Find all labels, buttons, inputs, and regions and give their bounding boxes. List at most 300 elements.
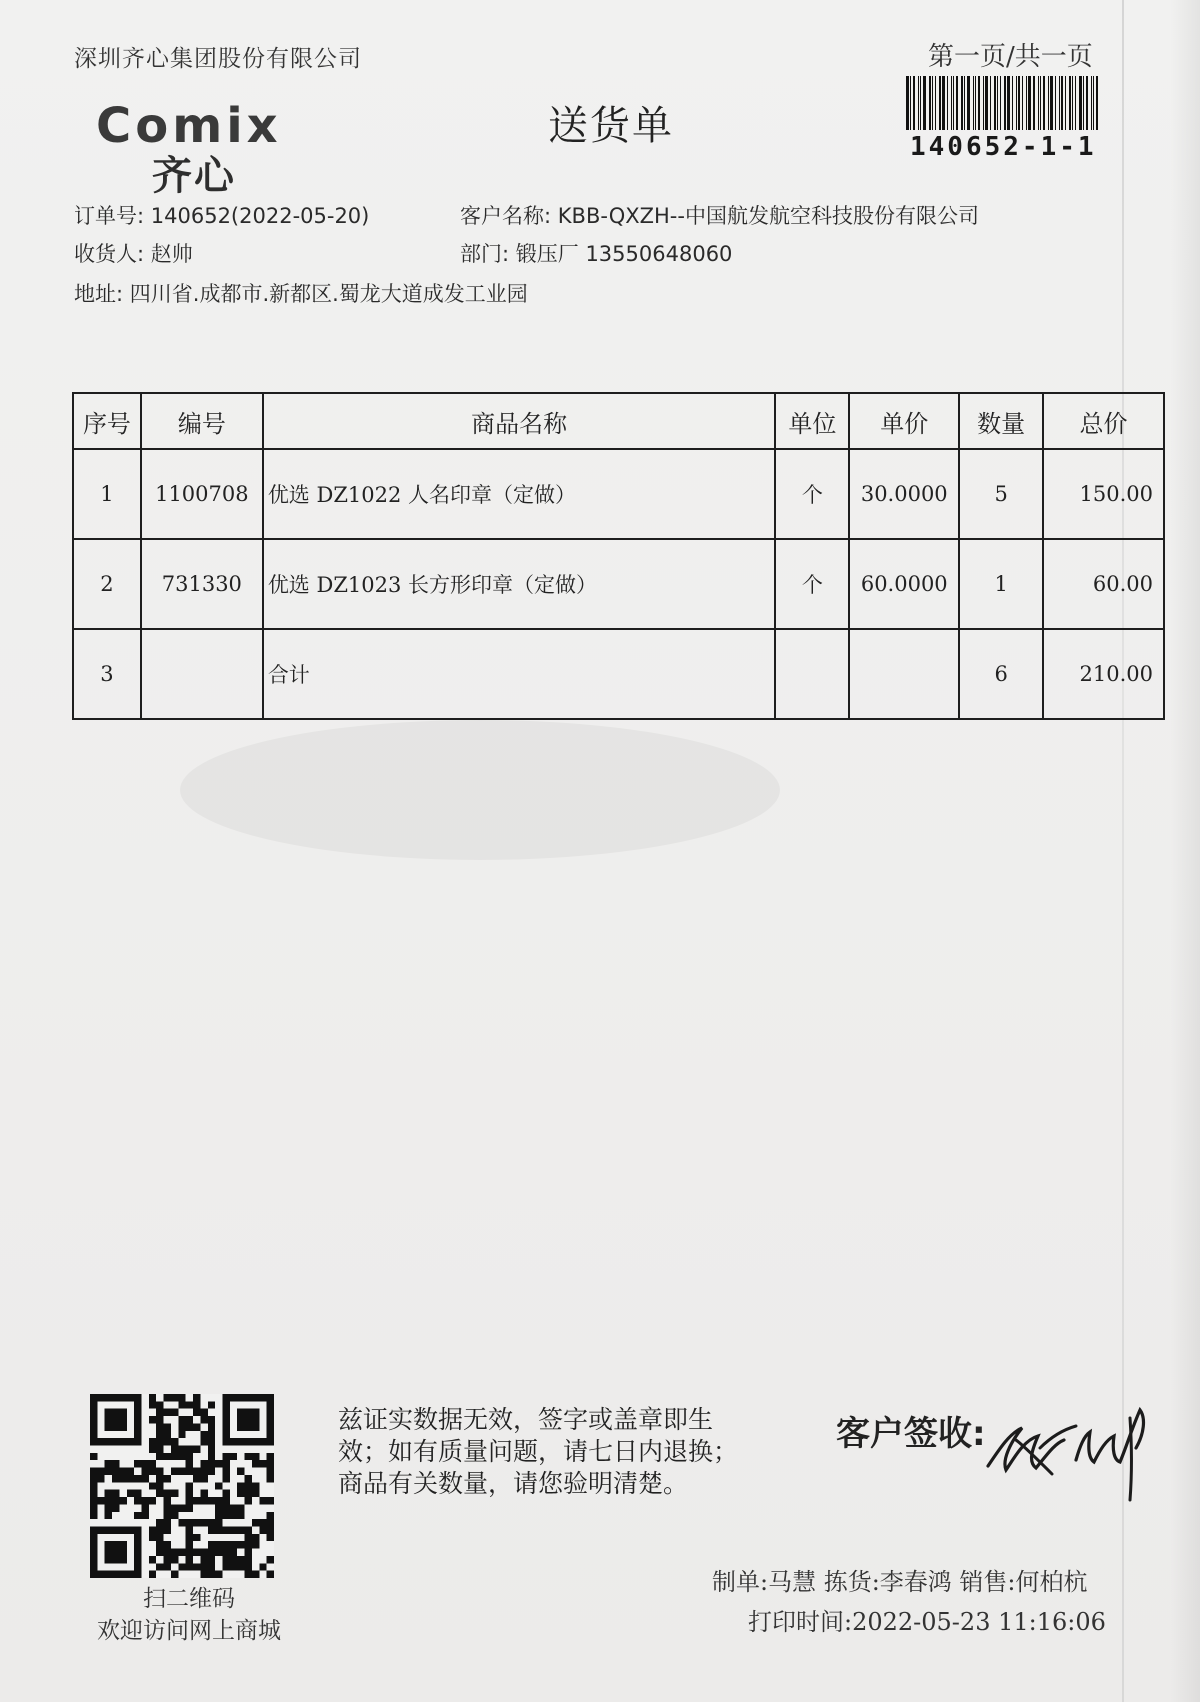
page-indicator: 第一页/共一页 <box>928 42 1093 72</box>
qr-module <box>164 1475 171 1482</box>
qr-module <box>186 1468 193 1475</box>
qr-module <box>208 1401 215 1408</box>
qr-module <box>267 1497 274 1504</box>
qr-module <box>200 1490 207 1497</box>
receiver-value: 赵帅 <box>150 242 193 266</box>
barcode-bar <box>1069 76 1071 130</box>
qr-module <box>156 1423 163 1430</box>
qr-module <box>186 1563 193 1570</box>
qr-module <box>142 1512 149 1519</box>
qr-module <box>200 1468 207 1475</box>
qr-module <box>222 1563 229 1570</box>
qr-module <box>171 1446 178 1453</box>
cell-seq: 3 <box>73 629 141 719</box>
qr-module <box>186 1453 193 1460</box>
cell-total: 150.00 <box>1043 449 1164 539</box>
qr-module <box>178 1549 185 1556</box>
cell-seq: 2 <box>73 539 141 629</box>
qr-module <box>230 1563 237 1570</box>
qr-module <box>208 1519 215 1526</box>
qr-module <box>134 1460 141 1467</box>
qr-module <box>208 1431 215 1438</box>
qr-module <box>90 1453 97 1460</box>
qr-module <box>164 1423 171 1430</box>
qr-module <box>267 1519 274 1526</box>
barcode-bar <box>983 76 984 130</box>
qr-module <box>245 1549 252 1556</box>
qr-module <box>245 1497 252 1504</box>
table-row <box>73 449 1164 539</box>
qr-module <box>90 1512 97 1519</box>
notice-text: 兹证实数据无效，签字或盖章即生效；如有质量问题，请七日内退换；商品有关数量，请您验明清楚。 <box>338 1405 739 1498</box>
cell-quantity: 1 <box>959 539 1043 629</box>
barcode-bar <box>978 76 980 130</box>
qr-module <box>164 1490 171 1497</box>
paper-edge-shadow <box>1170 0 1200 1702</box>
department-field <box>460 238 732 268</box>
qr-module <box>222 1512 229 1519</box>
qr-module <box>200 1460 207 1467</box>
qr-module <box>230 1556 237 1563</box>
barcode-bar <box>918 76 919 130</box>
address-value: 四川省.成都市.新都区.蜀龙大道成发工业园 <box>129 282 528 306</box>
qr-module <box>164 1541 171 1548</box>
qr-module <box>186 1549 193 1556</box>
header-total: 总价 <box>1043 393 1164 449</box>
qr-module <box>208 1497 215 1504</box>
qr-module <box>222 1460 229 1467</box>
barcode-bar <box>910 76 911 130</box>
qr-module <box>119 1475 126 1482</box>
table-header-row <box>73 393 1164 449</box>
qr-module <box>171 1556 178 1563</box>
qr-module <box>156 1416 163 1423</box>
print-smudge <box>180 720 780 860</box>
qr-module <box>112 1504 119 1511</box>
barcode-bar <box>1018 76 1020 130</box>
qr-module <box>222 1453 229 1460</box>
department-value: 锻压厂 13550648060 <box>515 242 733 266</box>
qr-module <box>193 1534 200 1541</box>
qr-module <box>186 1401 193 1408</box>
qr-module <box>156 1401 163 1408</box>
header-seq: 序号 <box>73 393 141 449</box>
order-number-field <box>74 200 369 230</box>
qr-module <box>222 1490 229 1497</box>
qr-module <box>252 1490 259 1497</box>
barcode-bar <box>1043 76 1045 130</box>
qr-module <box>90 1468 97 1475</box>
qr-module <box>112 1460 119 1467</box>
comix-logo <box>96 98 326 199</box>
barcode-bar <box>913 76 915 130</box>
barcode-bar <box>1065 76 1066 130</box>
address-field <box>74 278 528 308</box>
qr-module <box>112 1475 119 1482</box>
qr-module <box>267 1475 274 1482</box>
qr-module <box>186 1519 193 1526</box>
items-table <box>72 392 1165 720</box>
qr-module <box>134 1475 141 1482</box>
qr-module <box>149 1401 156 1408</box>
cell-quantity: 5 <box>959 449 1043 539</box>
qr-module <box>237 1504 244 1511</box>
qr-module <box>171 1512 178 1519</box>
header-unit: 单位 <box>775 393 849 449</box>
barcode-bar <box>939 76 941 130</box>
qr-module <box>127 1490 134 1497</box>
qr-module <box>245 1490 252 1497</box>
qr-module <box>186 1482 193 1489</box>
qr-module <box>134 1497 141 1504</box>
qr-module <box>156 1490 163 1497</box>
qr-module <box>259 1497 266 1504</box>
qr-module <box>259 1563 266 1570</box>
barcode-bar <box>1059 76 1060 130</box>
cell-product-name: 优选 DZ1022 人名印章（定做） <box>263 449 776 539</box>
qr-module <box>105 1460 112 1467</box>
qr-module <box>156 1519 163 1526</box>
barcode-bar <box>906 76 909 130</box>
qr-module <box>245 1563 252 1570</box>
qr-module <box>267 1468 274 1475</box>
qr-module <box>222 1497 229 1504</box>
qr-module <box>156 1541 163 1548</box>
qr-module <box>267 1460 274 1467</box>
cell-seq: 1 <box>73 449 141 539</box>
qr-module <box>171 1453 178 1460</box>
cell-code: 1100708 <box>141 449 263 539</box>
qr-module <box>267 1526 274 1533</box>
qr-module <box>171 1438 178 1445</box>
customer-sign-label: 客户签收: <box>836 1414 986 1454</box>
qr-module <box>164 1512 171 1519</box>
qr-module <box>156 1475 163 1482</box>
qr-module <box>245 1534 252 1541</box>
qr-module <box>127 1468 134 1475</box>
qr-module <box>156 1549 163 1556</box>
qr-module <box>164 1497 171 1504</box>
qr-module <box>193 1519 200 1526</box>
qr-module <box>90 1504 97 1511</box>
qr-module <box>200 1497 207 1504</box>
qr-module <box>178 1446 185 1453</box>
qr-module <box>171 1409 178 1416</box>
qr-module <box>149 1460 156 1467</box>
qr-module <box>164 1394 171 1401</box>
qr-module <box>156 1526 163 1533</box>
barcode-bar <box>1048 76 1049 130</box>
qr-module <box>267 1512 274 1519</box>
qr-module <box>178 1504 185 1511</box>
qr-module <box>149 1526 156 1533</box>
qr-module <box>156 1534 163 1541</box>
qr-module <box>186 1460 193 1467</box>
header-unit-price: 单价 <box>849 393 959 449</box>
qr-module <box>156 1453 163 1460</box>
print-time: 打印时间:2022-05-23 11:16:06 <box>748 1608 1106 1636</box>
qr-module <box>259 1460 266 1467</box>
qr-module <box>208 1446 215 1453</box>
qr-module <box>186 1526 193 1533</box>
qr-module <box>112 1497 119 1504</box>
qr-module <box>97 1468 104 1475</box>
qr-module <box>149 1394 156 1401</box>
cell-product-name: 优选 DZ1023 长方形印章（定做） <box>263 539 776 629</box>
qr-module <box>171 1394 178 1401</box>
qr-module <box>267 1571 274 1578</box>
company-name: 深圳齐心集团股份有限公司 <box>74 46 362 72</box>
qr-module <box>149 1438 156 1445</box>
qr-module <box>186 1490 193 1497</box>
customer-label: 客户名称: <box>460 204 552 228</box>
qr-module <box>222 1549 229 1556</box>
qr-module <box>178 1431 185 1438</box>
qr-module <box>237 1526 244 1533</box>
qr-module <box>193 1394 200 1401</box>
qr-module <box>171 1571 178 1578</box>
qr-module <box>200 1556 207 1563</box>
cell-unit-price: 60.0000 <box>849 539 959 629</box>
barcode-bar <box>1050 76 1053 130</box>
qr-module <box>237 1490 244 1497</box>
qr-module <box>208 1571 215 1578</box>
qr-module <box>259 1526 266 1533</box>
qr-module <box>149 1534 156 1541</box>
qr-module <box>252 1541 259 1548</box>
qr-module <box>90 1482 97 1489</box>
qr-module <box>97 1497 104 1504</box>
qr-module <box>252 1534 259 1541</box>
barcode-bar <box>967 76 970 130</box>
qr-module <box>178 1416 185 1423</box>
table-row <box>73 539 1164 629</box>
qr-module <box>230 1453 237 1460</box>
header-quantity: 数量 <box>959 393 1043 449</box>
qr-module <box>149 1416 156 1423</box>
qr-module <box>105 1468 112 1475</box>
qr-module <box>105 1541 127 1563</box>
qr-module <box>164 1504 171 1511</box>
qr-module <box>156 1446 163 1453</box>
barcode-bar <box>961 76 963 130</box>
barcode-bar <box>1007 76 1010 130</box>
qr-module <box>208 1416 215 1423</box>
qr-module <box>237 1468 244 1475</box>
qr-module <box>215 1460 222 1467</box>
qr-module <box>193 1563 200 1570</box>
qr-module <box>200 1416 207 1423</box>
qr-module <box>208 1549 215 1556</box>
qr-module <box>230 1512 237 1519</box>
qr-module <box>200 1571 207 1578</box>
barcode-bar <box>1028 76 1031 130</box>
qr-module <box>252 1571 259 1578</box>
qr-module <box>193 1401 200 1408</box>
barcode-bar <box>932 76 933 130</box>
barcode-bar <box>935 76 936 130</box>
staff-line: 制单:马慧 拣货:李春鸿 销售:何柏杭 <box>712 1568 1088 1596</box>
barcode <box>906 76 1122 130</box>
qr-module <box>267 1556 274 1563</box>
qr-module <box>230 1541 237 1548</box>
qr-module <box>171 1490 178 1497</box>
qr-module <box>171 1504 178 1511</box>
barcode-bar <box>942 76 945 130</box>
cell-unit-price <box>849 629 959 719</box>
qr-module <box>215 1497 222 1504</box>
qr-module <box>164 1526 171 1533</box>
qr-module <box>186 1446 193 1453</box>
qr-module <box>164 1438 171 1445</box>
qr-module <box>193 1409 200 1416</box>
barcode-bar <box>973 76 974 130</box>
department-label: 部门: <box>460 242 510 266</box>
order-number-label: 订单号: <box>74 204 145 228</box>
qr-module <box>105 1497 112 1504</box>
handwritten-signature <box>980 1388 1160 1508</box>
qr-module <box>208 1453 215 1460</box>
qr-module <box>171 1468 178 1475</box>
qr-module <box>252 1519 259 1526</box>
barcode-bar <box>1022 76 1023 130</box>
cell-unit-price: 30.0000 <box>849 449 959 539</box>
qr-module <box>208 1468 215 1475</box>
qr-module <box>230 1504 237 1511</box>
qr-module <box>245 1541 252 1548</box>
qr-module <box>186 1534 193 1541</box>
barcode-bar <box>990 76 991 130</box>
qr-module <box>164 1453 171 1460</box>
qr-module <box>215 1571 222 1578</box>
barcode-bar <box>997 76 998 130</box>
qr-module <box>208 1438 215 1445</box>
barcode-bar <box>1016 76 1017 130</box>
barcode-bar <box>1072 76 1073 130</box>
barcode-bar <box>956 76 958 130</box>
qr-module <box>245 1482 252 1489</box>
barcode-bar <box>975 76 976 130</box>
qr-module <box>164 1556 171 1563</box>
barcode-bar <box>920 76 921 130</box>
customer-field <box>460 200 979 230</box>
receiver-label: 收货人: <box>74 242 145 266</box>
qr-module <box>245 1556 252 1563</box>
qr-module <box>237 1563 244 1570</box>
cell-total: 210.00 <box>1043 629 1164 719</box>
qr-module <box>149 1446 156 1453</box>
barcode-bar <box>1083 76 1084 130</box>
qr-module <box>149 1482 156 1489</box>
qr-module <box>215 1482 222 1489</box>
barcode-bar <box>1004 76 1006 130</box>
barcode-bar <box>947 76 948 130</box>
barcode-bar <box>1093 76 1094 130</box>
qr-module <box>193 1475 200 1482</box>
qr-module <box>259 1519 266 1526</box>
qr-module <box>237 1541 244 1548</box>
qr-module <box>105 1490 112 1497</box>
qr-module <box>267 1534 274 1541</box>
qr-module <box>237 1512 244 1519</box>
qr-module <box>112 1468 119 1475</box>
qr-code <box>90 1394 274 1578</box>
cell-unit: 个 <box>775 449 849 539</box>
qr-module <box>186 1497 193 1504</box>
barcode-bar <box>1038 76 1039 130</box>
qr-module <box>164 1431 171 1438</box>
qr-module <box>245 1475 252 1482</box>
qr-module <box>193 1549 200 1556</box>
qr-module <box>208 1556 215 1563</box>
barcode-bar <box>1079 76 1082 130</box>
qr-module <box>245 1526 252 1533</box>
barcode-bar <box>951 76 952 130</box>
qr-module <box>215 1512 222 1519</box>
qr-module <box>222 1526 229 1533</box>
cell-quantity: 6 <box>959 629 1043 719</box>
qr-module <box>208 1563 215 1570</box>
barcode-bar <box>1033 76 1035 130</box>
qr-module <box>90 1475 97 1482</box>
qr-module <box>252 1453 259 1460</box>
qr-module <box>193 1468 200 1475</box>
qr-module <box>156 1468 163 1475</box>
qr-module <box>142 1504 149 1511</box>
barcode-bar <box>1091 76 1092 130</box>
qr-module <box>90 1490 97 1497</box>
qr-module <box>245 1453 252 1460</box>
barcode-bar <box>1000 76 1001 130</box>
qr-module <box>215 1549 222 1556</box>
qr-module <box>200 1519 207 1526</box>
cell-product-name: 合计 <box>263 629 776 719</box>
qr-module <box>164 1519 171 1526</box>
barcode-bar <box>1040 76 1041 130</box>
qr-module <box>222 1468 229 1475</box>
cell-total: 60.00 <box>1043 539 1164 629</box>
qr-module <box>208 1541 215 1548</box>
qr-module <box>149 1468 156 1475</box>
qr-module <box>149 1556 156 1563</box>
barcode-bar <box>994 76 996 130</box>
qr-caption-visit: 欢迎访问网上商城 <box>97 1618 281 1644</box>
cell-code <box>141 629 263 719</box>
qr-module <box>134 1490 141 1497</box>
qr-caption-scan: 扫二维码 <box>143 1586 235 1612</box>
qr-module <box>164 1409 171 1416</box>
barcode-number: 140652-1-1 <box>910 132 1097 162</box>
qr-module <box>237 1556 244 1563</box>
qr-module <box>215 1519 222 1526</box>
qr-module <box>200 1563 207 1570</box>
qr-module <box>119 1497 126 1504</box>
qr-module <box>222 1556 229 1563</box>
qr-module <box>171 1549 178 1556</box>
qr-module <box>142 1460 149 1467</box>
qr-module <box>90 1497 97 1504</box>
qr-module <box>200 1549 207 1556</box>
qr-module <box>222 1541 229 1548</box>
qr-module <box>178 1423 185 1430</box>
qr-module <box>105 1504 112 1511</box>
qr-module <box>178 1563 185 1570</box>
customer-value: KBB-QXZH--中国航发航空科技股份有限公司 <box>557 204 979 228</box>
order-number-value: 140652(2022-05-20) <box>150 204 370 228</box>
qr-module <box>178 1453 185 1460</box>
qr-module <box>252 1460 259 1467</box>
table-row-total <box>73 629 1164 719</box>
